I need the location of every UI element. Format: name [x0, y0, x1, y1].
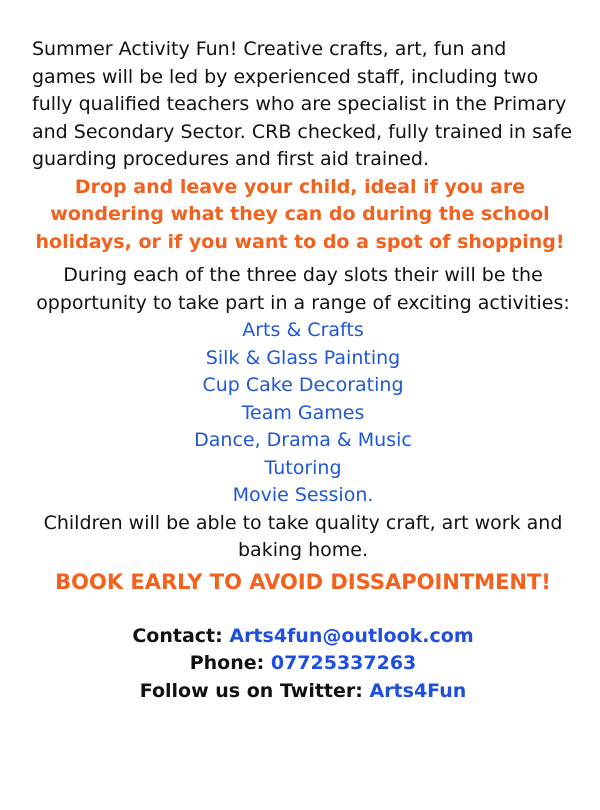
contact-block [32, 623, 574, 706]
contact-email-row [32, 623, 574, 651]
contact-phone-row [32, 650, 574, 678]
activity-item: Dance, Drama & Music [194, 429, 412, 451]
activity-item: Movie Session. [232, 484, 374, 506]
contact-email-link[interactable]: Arts4fun@outlook.com [229, 624, 474, 647]
activity-item: Silk & Glass Painting [205, 346, 401, 369]
contact-twitter-link[interactable]: Arts4Fun [369, 679, 467, 702]
take-home-note: Children will be able to take quality craft, art work and baking home. [43, 511, 563, 561]
contact-twitter-label: Follow us on Twitter: [139, 679, 363, 702]
activities-intro: During each of the three day slots their will be the opportunity to take part in a range of exciting activities: [36, 264, 570, 314]
drop-off-highlight: Drop and leave your child, ideal if you are wondering what they can do during the school holidays, or if you want to do a spot of shopping! [35, 175, 565, 253]
contact-email-label: Contact: [132, 624, 223, 647]
activity-item: Tutoring [264, 456, 342, 479]
contact-phone-link[interactable]: 07725337263 [270, 652, 417, 674]
activities-list [32, 317, 574, 510]
contact-phone-label: Phone: [189, 652, 265, 674]
contact-twitter-row [32, 678, 574, 706]
activity-item: Cup Cake Decorating [202, 374, 404, 396]
intro-paragraph: Summer Activity Fun! Creative crafts, art, fun and games will be led by experienced staff, including two fully qualified teachers who are specialist in the Primary and Secondary Sector. CRB checked, fully trained in safe guarding procedures and first aid trained. [32, 38, 573, 170]
book-early-banner: BOOK EARLY TO AVOID DISSAPOINTMENT! [55, 569, 551, 594]
activity-item: Arts & Crafts [242, 319, 364, 341]
activity-item: Team Games [241, 401, 365, 424]
